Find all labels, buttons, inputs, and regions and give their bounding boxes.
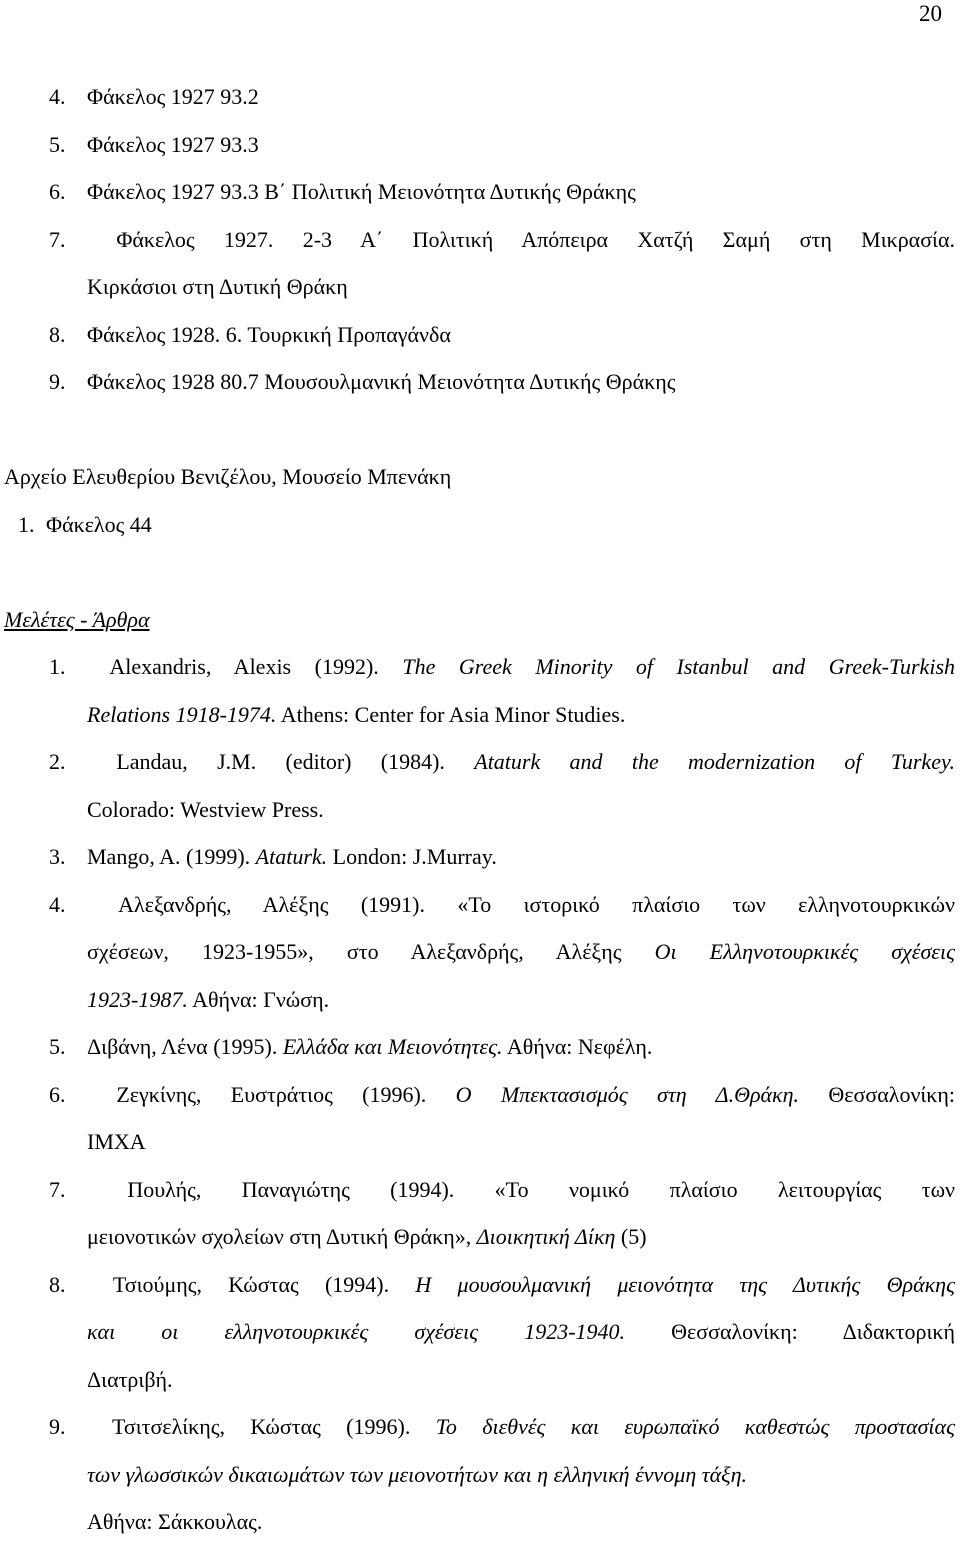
list-item: 9. Φάκελος 1928 80.7 Μουσουλμανική Μειονότητα Δυτικής Θράκης bbox=[49, 369, 676, 394]
reference-item: 6. Ζεγκίνης, Ευστράτιος (1996). Ο Μπεκτασισμός στη Δ.Θράκη. Θεσσαλονίκη: bbox=[49, 1081, 956, 1107]
reference-continuation: ΙΜΧΑ bbox=[87, 1129, 146, 1154]
reference-item: 8. Τσιούμης, Κώστας (1994). Η μουσουλμανική μειονότητα της Δυτικής Θράκης bbox=[49, 1271, 956, 1297]
list-item: 1. Φάκελος 44 bbox=[18, 511, 152, 537]
archive-title: Αρχείο Ελευθερίου Βενιζέλου, Μουσείο Μπενάκη bbox=[4, 464, 452, 489]
reference-item: 3. Mango, A. (1999). Ataturk. London: J.Murray. bbox=[49, 844, 497, 869]
list-item: 8. Φάκελος 1928. 6. Τουρκική Προπαγάνδα bbox=[49, 321, 451, 347]
reference-continuation: μειονοτικών σχολείων στη Δυτική Θράκη», Διοικητική Δίκη (5) bbox=[87, 1224, 647, 1249]
list-item: 6. Φάκελος 1927 93.3 Β΄ Πολιτική Μειονότητα Δυτικής Θράκης bbox=[49, 179, 636, 204]
reference-continuation: Αθήνα: Σάκκουλας. bbox=[87, 1509, 263, 1534]
document-body bbox=[4, 73, 956, 1546]
section-heading: Μελέτες - Άρθρα bbox=[4, 606, 150, 632]
reference-item: 1. Alexandris, Alexis (1992). The Greek Minority of Istanbul and Greek-Turkish bbox=[49, 654, 955, 679]
list-item: 5. Φάκελος 1927 93.3 bbox=[49, 131, 259, 157]
reference-item: 5. Διβάνη, Λένα (1995). Ελλάδα και Μειονότητες. Αθήνα: Νεφέλη. bbox=[49, 1034, 653, 1059]
reference-item: 2. Landau, J.M. (editor) (1984). Ataturk and the modernization of Turkey. bbox=[49, 749, 956, 774]
list-item: 7. Φάκελος 1927. 2-3 Α΄ Πολιτική Απόπειρα Χατζή Σαμή στη Μικρασία. bbox=[49, 226, 956, 252]
reference-continuation: Relations 1918-1974. Athens: Center for Asia Minor Studies. bbox=[87, 701, 626, 727]
reference-continuation: 1923-1987. Αθήνα: Γνώση. bbox=[87, 986, 330, 1012]
page-number: 20 bbox=[919, 1, 942, 26]
reference-continuation: Διατριβή. bbox=[87, 1366, 173, 1392]
reference-continuation: σχέσεων, 1923-1955», στο Αλεξανδρής, Αλέξης Οι Ελληνοτουρκικές σχέσεις bbox=[87, 939, 956, 964]
reference-continuation: Colorado: Westview Press. bbox=[87, 796, 324, 822]
reference-item: 9. Τσιτσελίκης, Κώστας (1996). Το διεθνές και ευρωπαϊκό καθεστώς προστασίας bbox=[49, 1414, 956, 1439]
reference-item: 4. Αλεξανδρής, Αλέξης (1991). «Το ιστορικό πλαίσιο των ελληνοτουρκικών bbox=[49, 891, 955, 917]
list-item: 4. Φάκελος 1927 93.2 bbox=[49, 84, 259, 109]
reference-item: 7. Πουλής, Παναγιώτης (1994). «Το νομικό πλαίσιο λειτουργίας των bbox=[49, 1176, 956, 1202]
list-item-continuation: Κιρκάσιοι στη Δυτική Θράκη bbox=[87, 274, 348, 299]
reference-continuation: των γλωσσικών δικαιωμάτων των μειονοτήτων και η ελληνική έννομη τάξη. bbox=[87, 1461, 747, 1487]
reference-continuation: και οι ελληνοτουρκικές σχέσεις 1923-1940. Θεσσαλονίκη: Διδακτορική bbox=[87, 1319, 955, 1344]
